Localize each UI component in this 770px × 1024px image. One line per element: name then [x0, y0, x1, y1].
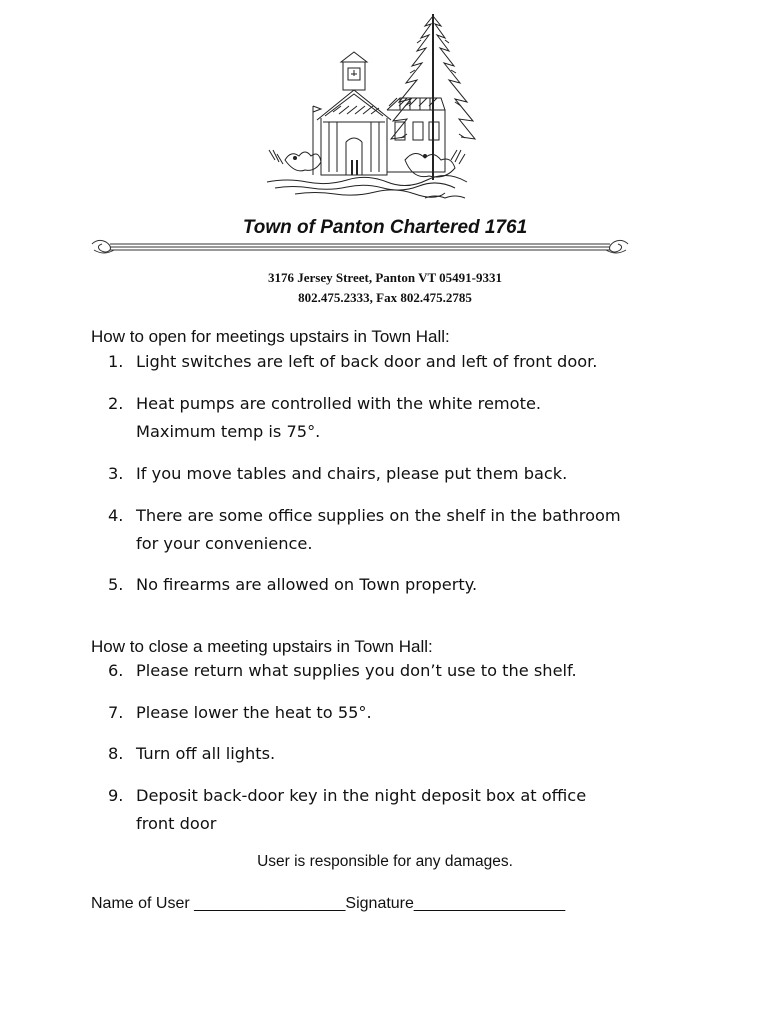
decorative-divider	[90, 236, 630, 256]
list-item	[108, 348, 728, 376]
list-text	[136, 390, 728, 446]
list-item	[108, 782, 728, 838]
damages-notice: User is responsible for any damages.	[257, 853, 513, 870]
list-text	[136, 460, 728, 488]
town-hall-illustration	[255, 10, 485, 210]
list-line: front door	[136, 814, 217, 833]
list-line: Maximum temp is 75°.	[136, 422, 321, 441]
list-line: Please lower the heat to 55°.	[136, 703, 372, 722]
list-line: for your convenience.	[136, 534, 313, 553]
address-street: 3176 Jersey Street, Panton VT 05491-9331	[268, 270, 502, 285]
list-item	[108, 502, 728, 558]
list-text	[136, 571, 728, 599]
list-line: Turn off all lights.	[136, 744, 276, 763]
list-text	[136, 348, 728, 376]
list-line: Heat pumps are controlled with the white remote.	[136, 394, 542, 413]
list-line: Please return what supplies you don’t use to the shelf.	[136, 661, 577, 680]
list-item	[108, 390, 728, 446]
list-text	[136, 502, 728, 558]
list-number: 7.	[108, 703, 124, 722]
list-line: Light switches are left of back door and left of front door.	[136, 352, 598, 371]
list-number: 8.	[108, 744, 124, 763]
list-number: 1.	[108, 352, 124, 371]
document-title: Town of Panton Chartered 1761	[242, 217, 528, 238]
list-item	[108, 571, 728, 599]
list-text	[136, 657, 728, 685]
list-item	[108, 740, 728, 768]
list-number: 3.	[108, 464, 124, 483]
list-text	[136, 699, 728, 727]
list-text	[136, 740, 728, 768]
closing-heading: How to close a meeting upstairs in Town Hall:	[91, 637, 433, 656]
list-text	[136, 782, 728, 838]
opening-heading: How to open for meetings upstairs in Town Hall:	[91, 327, 450, 346]
address-phone-fax: 802.475.2333, Fax 802.475.2785	[298, 290, 472, 305]
list-line: No firearms are allowed on Town property.	[136, 575, 478, 594]
list-line: If you move tables and chairs, please put them back.	[136, 464, 568, 483]
list-item	[108, 460, 728, 488]
list-number: 6.	[108, 661, 124, 680]
list-number: 5.	[108, 575, 124, 594]
list-item	[108, 699, 728, 727]
list-number: 4.	[108, 506, 124, 525]
list-number: 2.	[108, 394, 124, 413]
list-item	[108, 657, 728, 685]
list-number: 9.	[108, 786, 124, 805]
list-line: There are some office supplies on the shelf in the bathroom	[136, 506, 621, 525]
list-line: Deposit back-door key in the night deposit box at office	[136, 786, 587, 805]
signature-line: Name of User _________________Signature_________________	[91, 895, 566, 912]
